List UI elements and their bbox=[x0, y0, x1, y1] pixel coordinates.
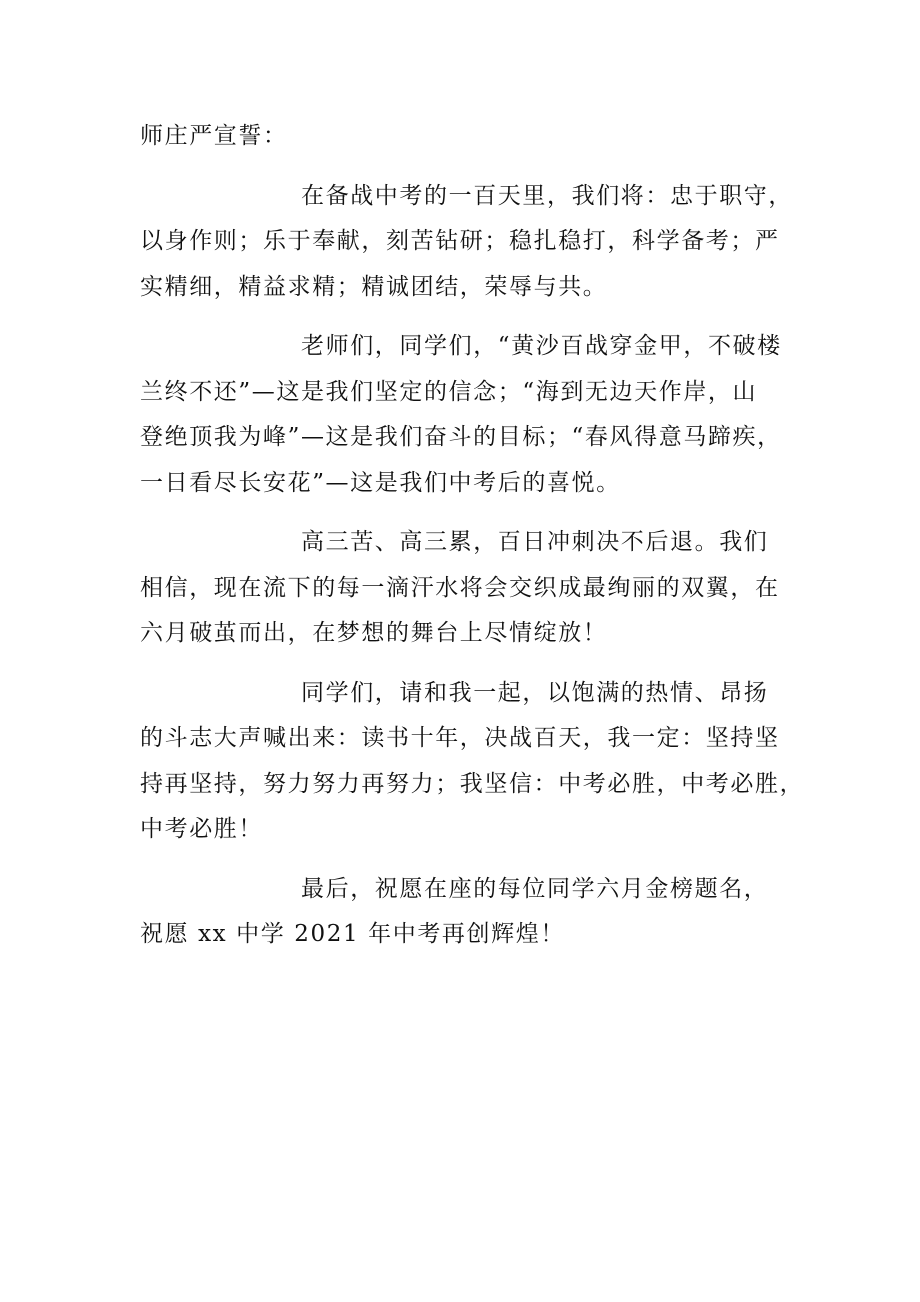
paragraph-first-line: 在备战中考的一百天里，我们将：忠于职守， bbox=[301, 182, 793, 209]
text-line: 以身作则；乐于奉献，刻苦钻研；稳扎稳打，科学备考；严 bbox=[140, 228, 780, 254]
document-body bbox=[140, 114, 808, 958]
text-line: 祝愿 xx 中学 2021 年中考再创辉煌！ bbox=[140, 921, 565, 947]
text-line: 兰终不还”—这是我们坚定的信念；“海到无边天作岸，山 bbox=[140, 378, 758, 405]
text-line: 的斗志大声喊出来：读书十年，决战百天，我一定：坚持坚 bbox=[140, 725, 780, 751]
paragraph-first-line: 老师们，同学们，“黄沙百战穿金甲，不破楼 bbox=[301, 333, 782, 359]
text-line: 登绝顶我为峰”—这是我们奋斗的目标；“春风得意马蹄疾， bbox=[140, 424, 782, 450]
paragraph-first-line: 高三苦、高三累，百日冲刺决不后退。我们 bbox=[301, 529, 769, 555]
text-line: 一日看尽长安花”—这是我们中考后的喜悦。 bbox=[140, 469, 621, 496]
text-line: 持再坚持，努力努力再努力；我坚信：中考必胜，中考必胜， bbox=[140, 770, 805, 797]
text-line: 实精细，精益求精；精诚团结，荣辱与共。 bbox=[140, 273, 608, 300]
text-line: 中考必胜！ bbox=[140, 816, 263, 842]
paragraph-first-line: 同学们，请和我一起，以饱满的热情、昂扬 bbox=[301, 679, 769, 706]
text-line: 相信，现在流下的每一滴汗水将会交织成最绚丽的双翼，在 bbox=[140, 574, 780, 601]
paragraph-first-line: 最后，祝愿在座的每位同学六月金榜题名， bbox=[301, 875, 769, 902]
text-line: 师庄严宣誓： bbox=[140, 123, 288, 149]
text-line: 六月破茧而出，在梦想的舞台上尽情绽放！ bbox=[140, 620, 608, 646]
